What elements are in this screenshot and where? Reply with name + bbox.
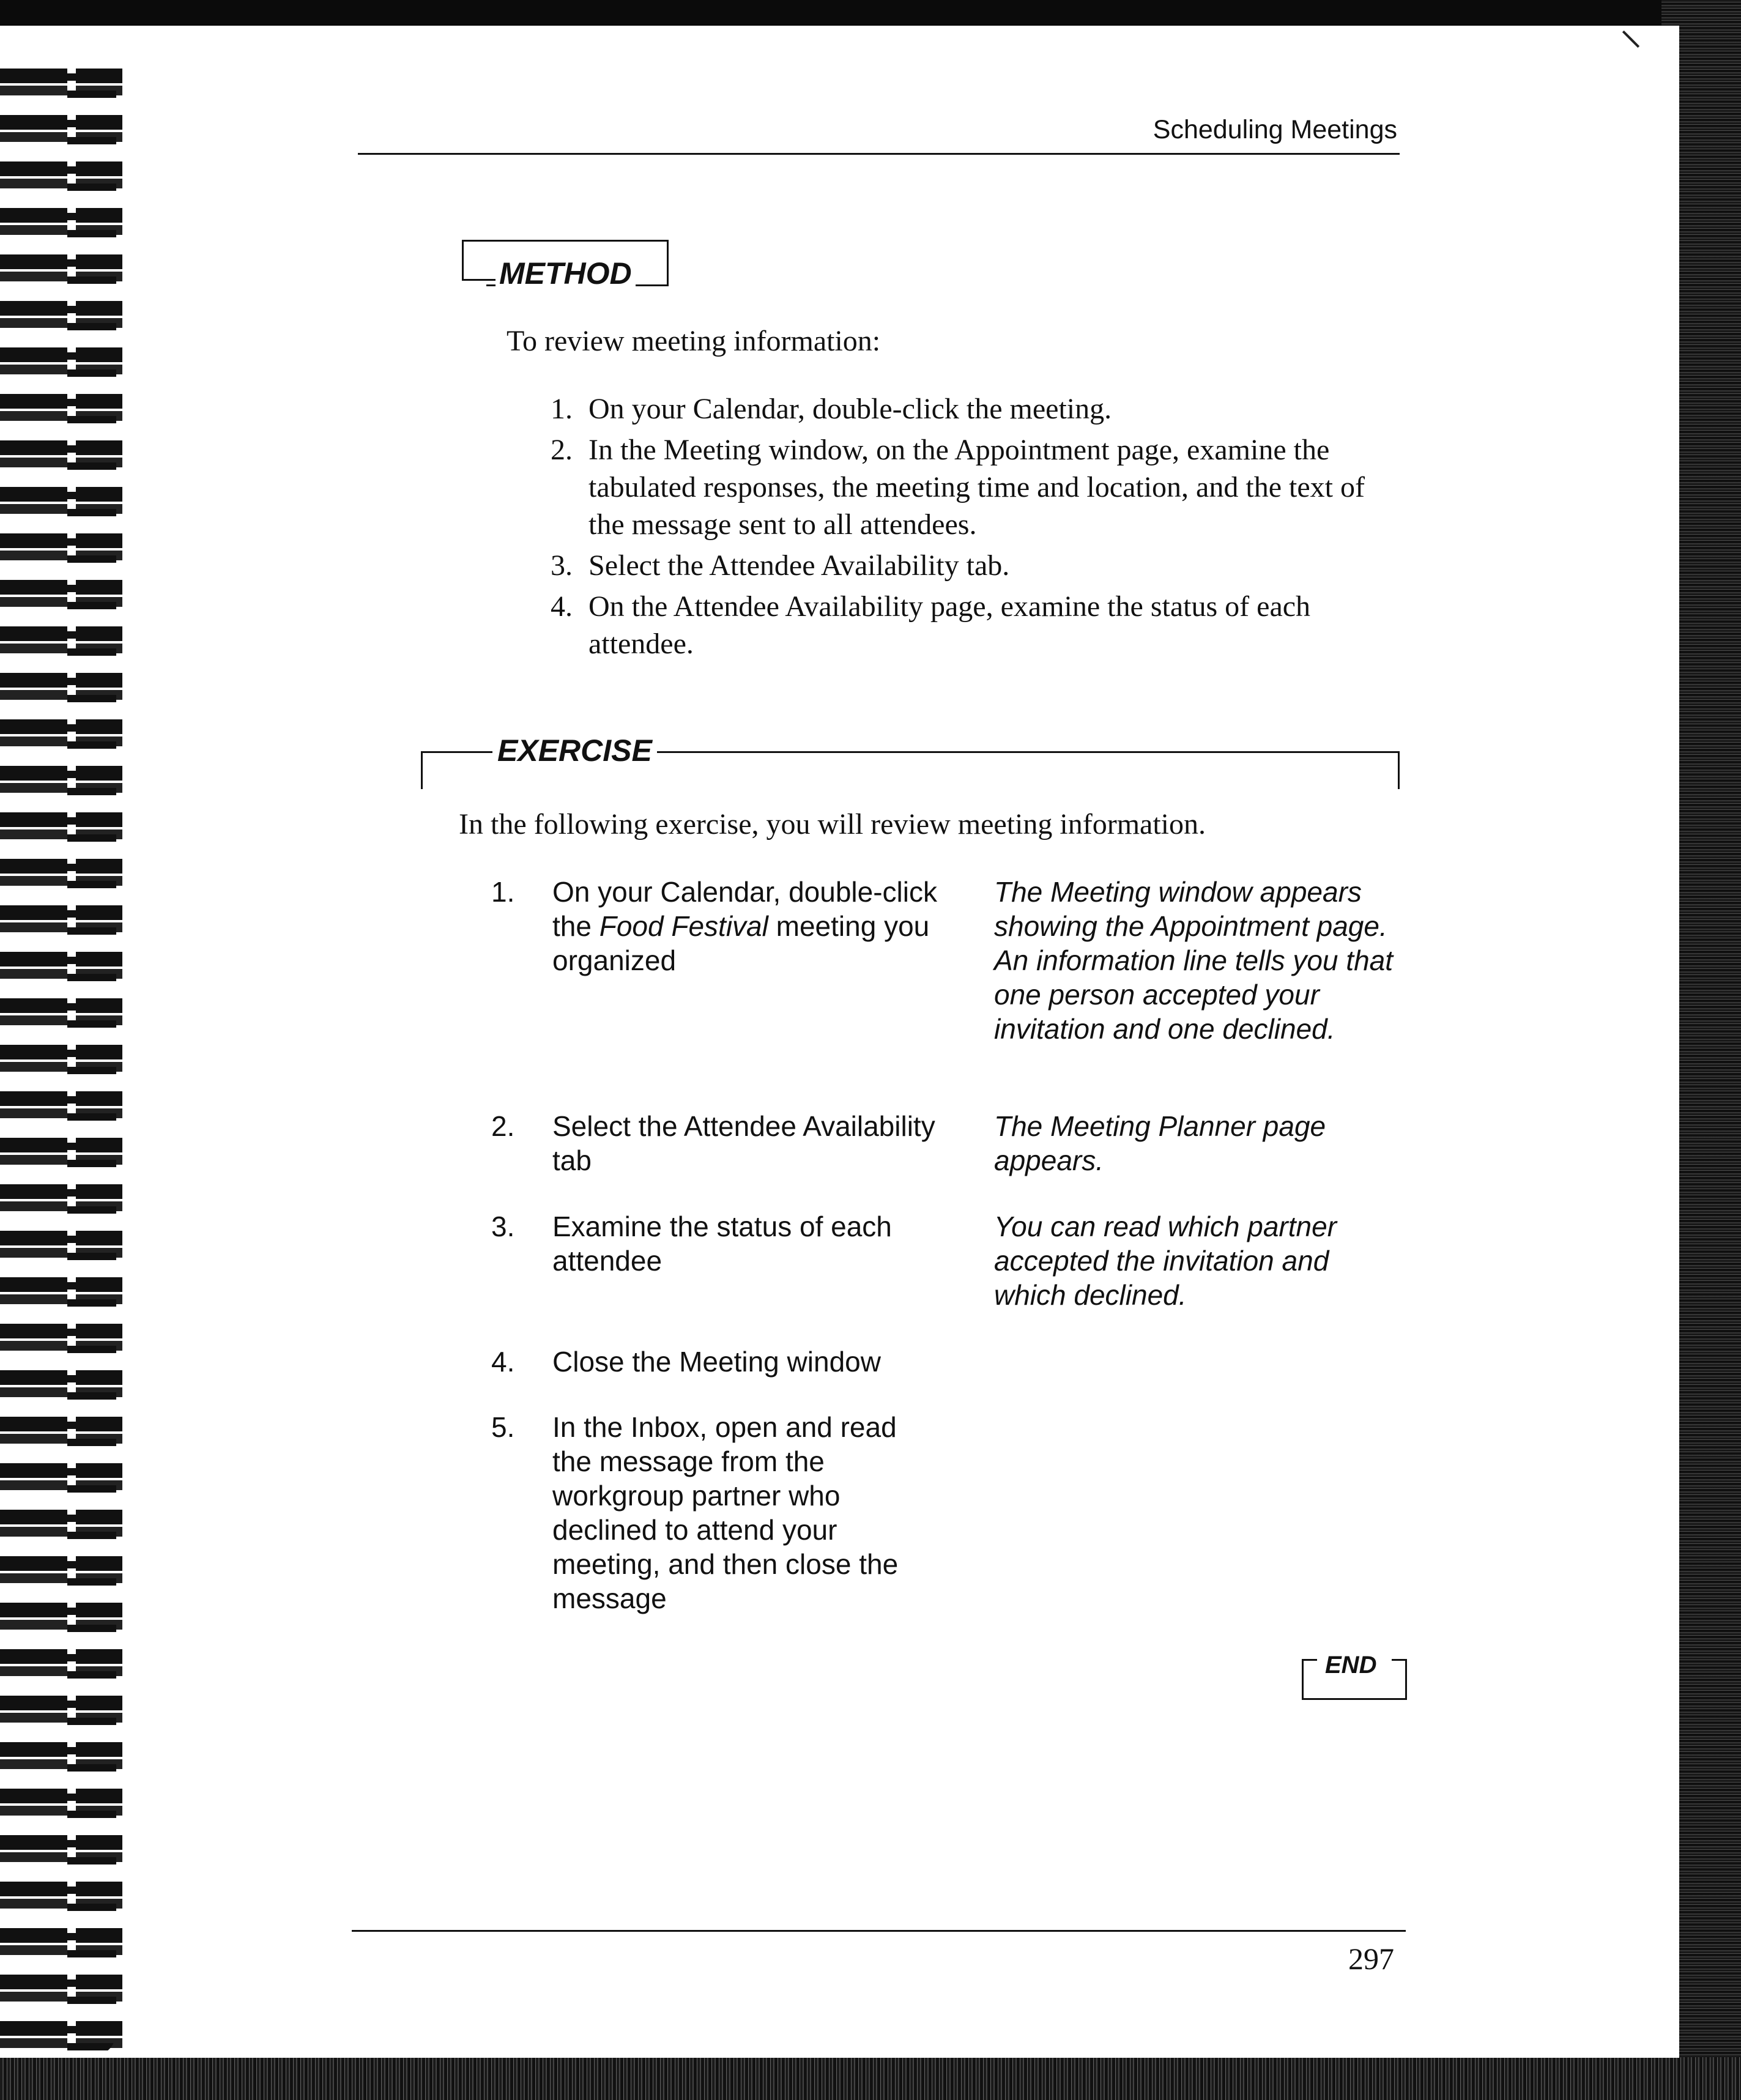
- end-marker: END: [1325, 1652, 1377, 1679]
- exercise-step-number: 4.: [491, 1346, 515, 1378]
- method-frame-hook: [462, 257, 464, 280]
- exercise-intro: In the following exercise, you will review meeting information.: [459, 808, 1206, 840]
- step-text: In the Meeting window, on the Appointment page, examine the tabulated responses, the meeting time and location, and the text of the message sent to all attendees.: [588, 434, 1365, 541]
- method-step: [551, 431, 1389, 543]
- method-steps-list: [551, 390, 1389, 666]
- exercise-step-number: 2.: [491, 1110, 515, 1142]
- exercise-frame-right: [1398, 751, 1400, 789]
- exercise-step-number: 5.: [491, 1411, 515, 1443]
- step-text-part: meeting you organized: [552, 910, 930, 976]
- exercise-step-text: [552, 875, 968, 978]
- exercise-step-number: 1.: [491, 876, 515, 908]
- spiral-binding-hooks: [67, 62, 116, 2057]
- step-number: 2.: [551, 434, 573, 466]
- step-text: On your Calendar, double-click the meeting.: [588, 393, 1112, 425]
- step-text-emphasis: Food Festival: [599, 910, 768, 942]
- method-heading: METHOD: [496, 256, 636, 291]
- method-step: [551, 390, 1389, 428]
- exercise-step-text: Select the Attendee Availability tab: [552, 1110, 935, 1176]
- exercise-step-number: 3.: [491, 1211, 515, 1242]
- method-step: [551, 588, 1389, 662]
- exercise-step-result: You can read which partner accepted the invitation and which declined.: [994, 1211, 1337, 1311]
- step-text: On the Attendee Availability page, examine the status of each attendee.: [588, 590, 1311, 660]
- step-text: Select the Attendee Availability tab.: [588, 549, 1010, 582]
- method-step: [551, 547, 1389, 584]
- exercise-frame-left: [421, 751, 423, 789]
- exercise-step-result: The Meeting window appears showing the Appointment page. An information line tells you that one person accepted your invitation and one declined.: [994, 876, 1394, 1045]
- page-number: 297: [1348, 1942, 1394, 1976]
- step-number: 3.: [551, 549, 573, 582]
- method-intro: To review meeting information:: [507, 325, 881, 357]
- step-text-part: On your Calendar, double-click the: [552, 876, 937, 942]
- exercise-step-result: The Meeting Planner page appears.: [994, 1110, 1326, 1176]
- exercise-step-text: Examine the status of each attendee: [552, 1211, 892, 1277]
- scan-edge-bottom: [0, 2057, 1741, 2100]
- step-number: 4.: [551, 590, 573, 623]
- step-number: 1.: [551, 393, 573, 425]
- exercise-heading: EXERCISE: [492, 733, 657, 768]
- exercise-step-text: In the Inbox, open and read the message from the workgroup partner who declined to attend your meeting, and then close the message: [552, 1411, 899, 1614]
- footer-rule: [352, 1930, 1406, 1932]
- running-header: Scheduling Meetings: [1153, 115, 1397, 144]
- method-frame-hook: [462, 279, 496, 281]
- header-rule: [358, 153, 1400, 155]
- exercise-step-text: Close the Meeting window: [552, 1346, 881, 1378]
